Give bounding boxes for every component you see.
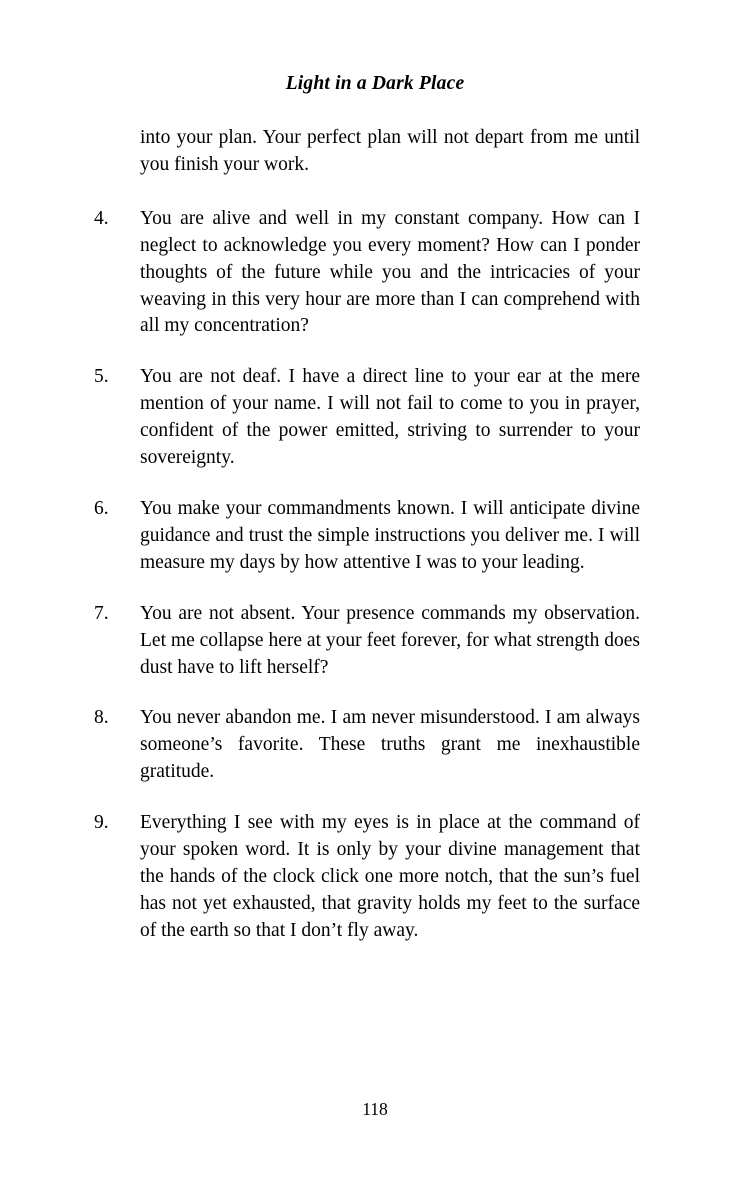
paragraph-text: You are not deaf. I have a direct line to your ear at the mere mention of your name. I will not fail to come to you in prayer, confident of the power emitted, striving to surrender to your sovereignty. xyxy=(140,366,640,469)
paragraph-continued xyxy=(85,125,640,179)
list-number: 8. xyxy=(94,707,109,729)
list-number: 5. xyxy=(94,366,109,388)
paragraph-text: You are not absent. Your presence commands my observation. Let me collapse here at your feet forever, for what strength does dust have to lift herself? xyxy=(140,602,640,678)
list-number: 7. xyxy=(94,602,109,624)
paragraph-text: You make your commandments known. I will anticipate divine guidance and trust the simple instructions you deliver me. I will measure my days by how attentive I was to your leading. xyxy=(140,497,640,573)
running-head: Light in a Dark Place xyxy=(285,73,465,94)
page-body xyxy=(85,125,640,969)
list-item xyxy=(85,206,640,341)
list-number: 9. xyxy=(94,812,109,834)
list-number: 4. xyxy=(94,207,109,229)
list-number: 6. xyxy=(94,497,109,519)
list-item xyxy=(85,705,640,786)
paragraph-text: Everything I see with my eyes is in place at the command of your spoken word. It is only by your divine management that the hands of the clock click one more notch, that the sun’s fuel has not yet exhausted, that gravity holds my feet to the surface of the earth so that I don’t fly away. xyxy=(140,812,640,941)
paragraph-text: You are alive and well in my constant company. How can I neglect to acknowledge you every moment? How can I ponder thoughts of the future while you and the intricacies of your weaving in this very hour are more than I can comprehend with all my concentration? xyxy=(140,207,640,337)
paragraph-text: You never abandon me. I am never misunderstood. I am always someone’s favorite. These truths grant me inexhaustible gratitude. xyxy=(140,707,640,783)
list-item xyxy=(85,364,640,472)
list-item xyxy=(85,810,640,945)
page-number: 118 xyxy=(362,1099,388,1119)
paragraph-text: into your plan. Your perfect plan will not depart from me until you finish your work. xyxy=(140,127,640,175)
list-item xyxy=(85,601,640,682)
list-item xyxy=(85,496,640,577)
